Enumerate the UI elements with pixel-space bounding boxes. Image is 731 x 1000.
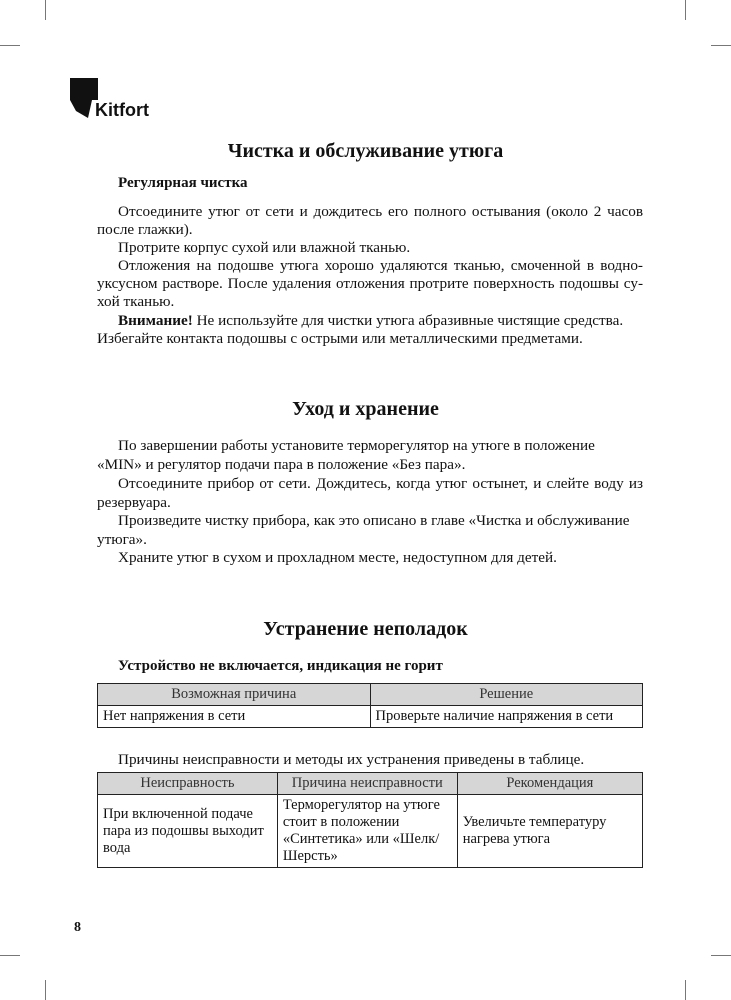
svg-text:Kitfort: Kitfort — [95, 100, 149, 120]
crop-mark — [45, 980, 46, 1000]
kitfort-logo — [70, 78, 160, 122]
table-header-row — [98, 684, 643, 706]
header-cell: Решение — [370, 684, 643, 706]
paragraph-line: По завершении работы установите терморегулятор на утюге в положение — [118, 437, 595, 454]
paragraph-line: Храните утюг в сухом и прохладном месте, недоступном для детей. — [118, 549, 557, 566]
warning-line — [118, 312, 643, 330]
table-header-row — [98, 773, 643, 795]
troubleshooting-table-2 — [97, 772, 643, 868]
page-number: 8 — [74, 920, 81, 935]
paragraph-line: утюга». — [97, 531, 147, 548]
subheading: Устройство не включается, индикация не горит — [118, 658, 443, 674]
paragraph-line: Произведите чистку прибора, как это описано в главе «Чистка и обслуживание — [118, 512, 630, 529]
troubleshooting-table-1 — [97, 683, 643, 728]
paragraph-line: Протрите корпус сухой или влажной тканью. — [118, 239, 411, 256]
crop-mark — [711, 45, 731, 46]
paragraph-line: резервуара. — [97, 494, 171, 511]
table-cell: Увеличьте температуру нагрева утюга — [457, 795, 642, 868]
paragraph-line: Отсоедините прибор от сети. Дождитесь, когда утюг остынет, и слейте воду из — [118, 475, 643, 492]
header-cell: Причина неисправности — [277, 773, 457, 795]
table-cell: Проверьте наличие напряжения в сети — [370, 706, 643, 728]
crop-mark — [0, 955, 20, 956]
header-cell: Неисправность — [98, 773, 278, 795]
paragraph-line: Отложения на подошве утюга хорошо удаляются тканью, смоченной в водно- — [118, 257, 643, 274]
warning-text: Не используйте для чистки утюга абразивные чистящие средства. — [192, 312, 624, 329]
paragraph-line: хой тканью. — [97, 293, 175, 310]
paragraph-line: уксусном растворе. После удаления отложения протрите поверхность подошвы су- — [97, 275, 643, 292]
table-cell: Терморегулятор на утюге стоит в положении «Синтетика» или «Шелк/ Шерсть» — [277, 795, 457, 868]
paragraph-line: после глажки). — [97, 221, 193, 238]
subheading: Регулярная чистка — [118, 175, 248, 191]
paragraph-line: «MIN» и регулятор подачи пара в положение «Без пара». — [97, 456, 466, 473]
logo-mark-icon — [70, 78, 160, 122]
crop-mark — [45, 0, 46, 20]
warning-label: Внимание! — [118, 312, 193, 329]
table-row — [98, 706, 643, 728]
table-row — [98, 795, 643, 868]
header-cell: Возможная причина — [98, 684, 371, 706]
section-title: Уход и хранение — [292, 398, 439, 420]
paragraph-line: Избегайте контакта подошвы с острыми или металлическими предметами. — [97, 330, 583, 347]
table-cell: Нет напряжения в сети — [98, 706, 371, 728]
table-cell: При включенной подаче пара из подошвы выходит вода — [98, 795, 278, 868]
section-title: Устранение неполадок — [263, 618, 468, 640]
crop-mark — [685, 0, 686, 20]
paragraph-line: Причины неисправности и методы их устранения приведены в таблице. — [118, 751, 585, 768]
section-title: Чистка и обслуживание утюга — [227, 140, 504, 162]
crop-mark — [0, 45, 20, 46]
header-cell: Рекомендация — [457, 773, 642, 795]
crop-mark — [711, 955, 731, 956]
crop-mark — [685, 980, 686, 1000]
paragraph-line: Отсоедините утюг от сети и дождитесь его полного остывания (около 2 часов — [118, 203, 643, 220]
